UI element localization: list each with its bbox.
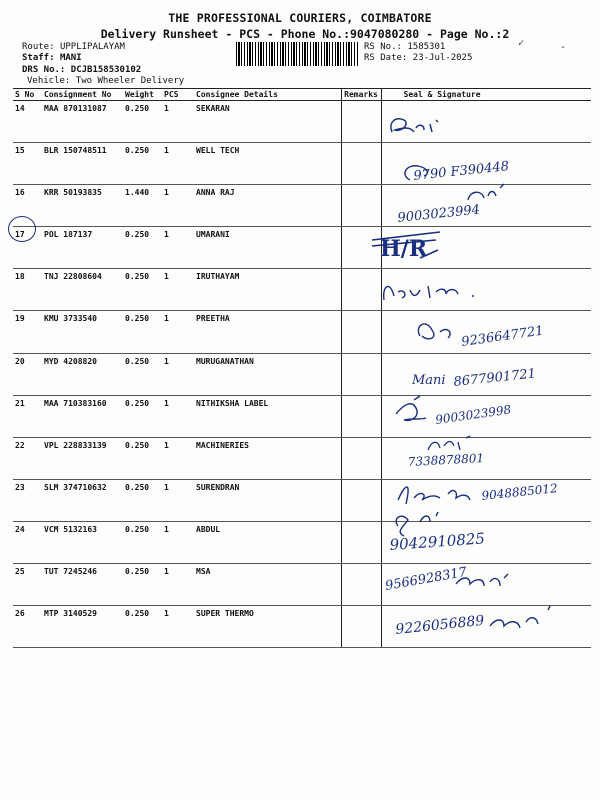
cell-pcs: 1	[162, 479, 186, 521]
cell-weight: 0.250	[123, 353, 162, 395]
cell-consignee: PREETHA	[186, 311, 341, 353]
cell-sno: 26	[13, 606, 42, 648]
cell-consignee: WELL TECH	[186, 143, 341, 185]
cell-seal	[381, 311, 591, 353]
handwritten-number-row-24: 9042910825	[389, 529, 486, 554]
route-value: UPPLIPALAYAM	[59, 42, 125, 52]
cell-sno: 16	[13, 185, 42, 227]
drs-value: DCJB158530102	[70, 65, 142, 75]
col-header-weight: Weight	[123, 89, 162, 101]
cell-sno: 24	[13, 521, 42, 563]
col-header-consignment: Consignment No	[42, 89, 123, 101]
cell-pcs: 1	[162, 395, 186, 437]
cell-consignee: SUPER THERMO	[186, 606, 341, 648]
cell-pcs: 1	[162, 521, 186, 563]
table-row	[13, 521, 591, 563]
cell-consignee: ANNA RAJ	[186, 185, 341, 227]
cell-sno: 18	[13, 269, 42, 311]
rs-date-line	[364, 53, 472, 63]
rs-date-value: 23-Jul-2025	[412, 53, 473, 63]
cell-seal	[381, 564, 591, 606]
cell-weight: 1.440	[123, 185, 162, 227]
cell-consignment: POL 187137	[42, 227, 123, 269]
cell-pcs: 1	[162, 353, 186, 395]
company-title: THE PROFESSIONAL COURIERS, COIMBATORE	[168, 11, 432, 25]
table-row	[13, 311, 591, 353]
staff-label: Staff:	[22, 53, 55, 63]
route-line	[22, 42, 125, 52]
cell-consignee: ABDUL	[186, 521, 341, 563]
cell-weight: 0.250	[123, 479, 162, 521]
cell-seal	[381, 269, 591, 311]
cell-seal	[381, 479, 591, 521]
cell-consignee: IRUTHAYAM	[186, 269, 341, 311]
route-label: Route:	[22, 42, 55, 52]
cell-pcs: 1	[162, 311, 186, 353]
table-row	[13, 564, 591, 606]
cell-consignment: SLM 374710632	[42, 479, 123, 521]
vehicle-value: Two Wheeler Delivery	[75, 76, 185, 86]
table-header-row	[13, 89, 591, 101]
col-header-sno: S No	[13, 89, 42, 101]
col-header-consignee: Consignee Details	[186, 89, 341, 101]
cell-seal	[381, 606, 591, 648]
staff-value: MANI	[59, 53, 82, 63]
cell-remarks	[341, 269, 381, 311]
cell-remarks	[341, 101, 381, 143]
cell-weight: 0.250	[123, 143, 162, 185]
handwritten-name-row-20: Mani	[412, 373, 446, 388]
cell-weight: 0.250	[123, 227, 162, 269]
col-header-seal: Seal & Signature	[381, 89, 591, 101]
cell-sno: 23	[13, 479, 42, 521]
cell-consignment: VCM 5132163	[42, 521, 123, 563]
cell-consignee: MURUGANATHAN	[186, 353, 341, 395]
staff-line	[22, 53, 82, 63]
rs-no-line	[364, 42, 445, 52]
cell-sno: 22	[13, 437, 42, 479]
cell-remarks	[341, 606, 381, 648]
handwritten-text-row-17: H/R	[380, 236, 428, 262]
cell-weight: 0.250	[123, 101, 162, 143]
table-row	[13, 395, 591, 437]
cell-consignee: SEKARAN	[186, 101, 341, 143]
table-row	[13, 437, 591, 479]
table-row	[13, 227, 591, 269]
cell-consignment: MAA 710383160	[42, 395, 123, 437]
drs-barcode	[236, 42, 358, 66]
cell-consignee: MACHINERIES	[186, 437, 341, 479]
cell-consignment: MYD 4208820	[42, 353, 123, 395]
handwritten-number-row-23: 9048885012	[480, 481, 559, 503]
cell-remarks	[341, 437, 381, 479]
cell-remarks	[341, 311, 381, 353]
cell-remarks	[341, 564, 381, 606]
cell-weight: 0.250	[123, 437, 162, 479]
cell-weight: 0.250	[123, 564, 162, 606]
cell-seal	[381, 143, 591, 185]
cell-consignment: TUT 7245246	[42, 564, 123, 606]
rs-no-value: 1585301	[407, 42, 446, 52]
cell-consignment: VPL 228833139	[42, 437, 123, 479]
cell-pcs: 1	[162, 101, 186, 143]
table-row	[13, 606, 591, 648]
cell-weight: 0.250	[123, 521, 162, 563]
cell-seal	[381, 521, 591, 563]
cell-seal	[381, 101, 591, 143]
cell-consignee: SURENDRAN	[186, 479, 341, 521]
cell-pcs: 1	[162, 269, 186, 311]
cell-consignment: TNJ 22808604	[42, 269, 123, 311]
runsheet-table	[13, 88, 591, 648]
table-row	[13, 185, 591, 227]
runsheet-subtitle: Delivery Runsheet - PCS - Phone No.:9047080280 - Page No.:2	[100, 27, 510, 41]
handwritten-number-row-15: 9790 F390448	[412, 159, 510, 184]
cell-pcs: 1	[162, 185, 186, 227]
cell-consignee: UMARANI	[186, 227, 341, 269]
cell-seal	[381, 395, 591, 437]
cell-remarks	[341, 143, 381, 185]
cell-remarks	[341, 353, 381, 395]
pen-dash-mark: -	[560, 42, 567, 53]
table-row	[13, 353, 591, 395]
cell-weight: 0.250	[123, 269, 162, 311]
handwritten-number-row-20: 8677901721	[452, 366, 537, 390]
drs-label: DRS No.:	[22, 65, 66, 75]
cell-weight: 0.250	[123, 606, 162, 648]
cell-remarks	[341, 227, 381, 269]
cell-seal	[381, 185, 591, 227]
row-17-pen-circle	[8, 216, 36, 242]
cell-consignment: MTP 3140529	[42, 606, 123, 648]
cell-pcs: 1	[162, 437, 186, 479]
vehicle-line	[27, 76, 184, 86]
handwritten-number-row-19: 9236647721	[460, 323, 545, 350]
cell-sno: 19	[13, 311, 42, 353]
handwritten-number-row-26: 9226056889	[394, 612, 486, 638]
cell-remarks	[341, 395, 381, 437]
table-row	[13, 269, 591, 311]
cell-sno: 15	[13, 143, 42, 185]
pen-tick-mark: ✓	[518, 38, 525, 49]
cell-sno: 17	[13, 227, 42, 269]
col-header-remarks: Remarks	[341, 89, 381, 101]
cell-remarks	[341, 521, 381, 563]
rs-date-label: RS Date:	[364, 53, 408, 63]
cell-seal	[381, 353, 591, 395]
cell-seal	[381, 437, 591, 479]
drs-line	[22, 65, 141, 75]
cell-pcs: 1	[162, 606, 186, 648]
col-header-pcs: PCS	[162, 89, 186, 101]
cell-sno: 20	[13, 353, 42, 395]
vehicle-label: Vehicle:	[27, 76, 71, 86]
rs-no-label: RS No.:	[364, 42, 402, 52]
cell-pcs: 1	[162, 564, 186, 606]
cell-pcs: 1	[162, 227, 186, 269]
cell-sno: 21	[13, 395, 42, 437]
table-row	[13, 143, 591, 185]
cell-consignment: KRR 50193835	[42, 185, 123, 227]
cell-consignment: MAA 870131087	[42, 101, 123, 143]
handwritten-number-row-25: 9566928317	[384, 564, 469, 594]
table-row	[13, 101, 591, 143]
cell-seal	[381, 227, 591, 269]
cell-weight: 0.250	[123, 311, 162, 353]
cell-remarks	[341, 185, 381, 227]
cell-consignment: BLR 150748511	[42, 143, 123, 185]
cell-consignee: MSA	[186, 564, 341, 606]
cell-consignment: KMU 3733540	[42, 311, 123, 353]
cell-pcs: 1	[162, 143, 186, 185]
cell-remarks	[341, 479, 381, 521]
handwritten-number-row-16: 9003023994	[396, 202, 481, 226]
handwritten-number-row-22: 7338878801	[407, 451, 485, 469]
table-row	[13, 479, 591, 521]
cell-weight: 0.250	[123, 395, 162, 437]
handwritten-number-row-21: 9003023998	[434, 402, 513, 427]
cell-consignee: NITHIKSHA LABEL	[186, 395, 341, 437]
cell-sno: 14	[13, 101, 42, 143]
cell-sno: 25	[13, 564, 42, 606]
